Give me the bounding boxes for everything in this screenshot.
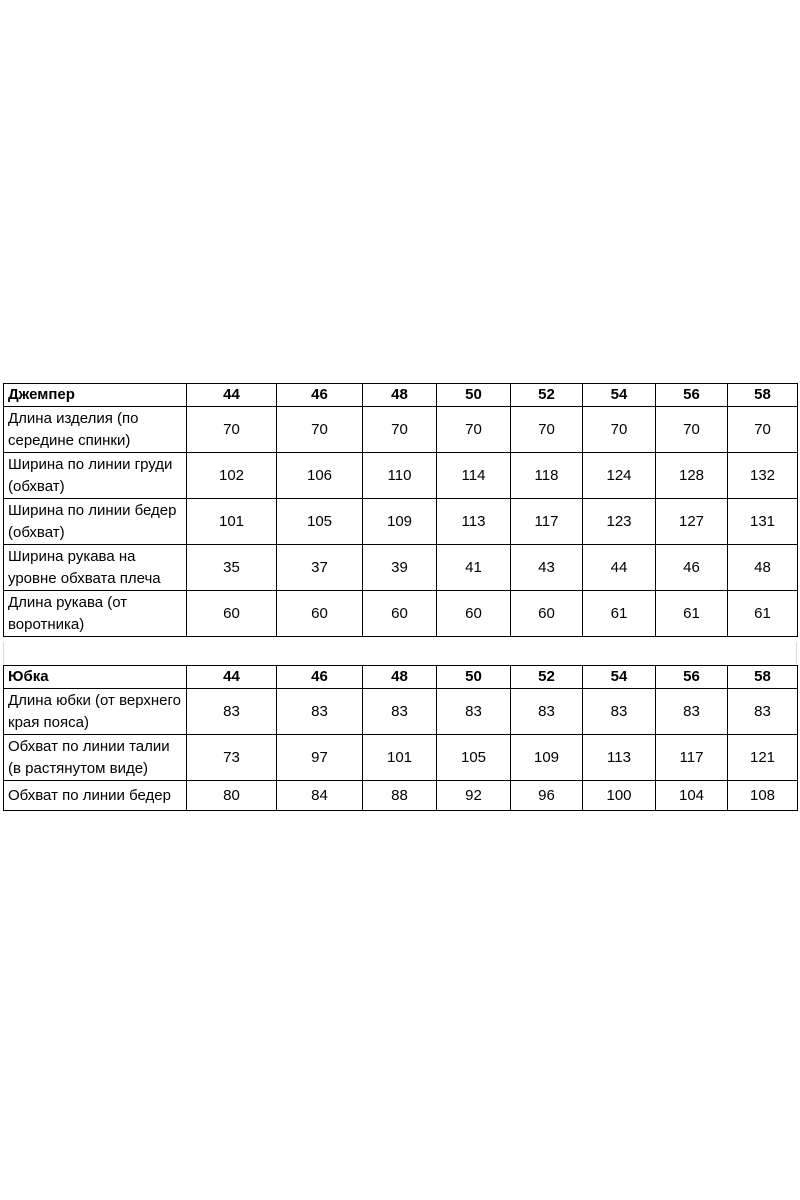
table-row (4, 591, 798, 637)
size-header: 46 (277, 666, 363, 689)
measurement-value: 83 (187, 689, 277, 735)
size-header: 44 (187, 666, 277, 689)
measurement-value: 60 (363, 591, 437, 637)
measurement-value: 106 (277, 453, 363, 499)
jumper-size-table (3, 383, 798, 637)
measurement-value: 117 (511, 499, 583, 545)
table-row (4, 689, 798, 735)
measurement-value: 83 (363, 689, 437, 735)
table-row (4, 781, 798, 811)
measurement-value: 101 (363, 735, 437, 781)
measurement-value: 84 (277, 781, 363, 811)
size-header: 58 (728, 666, 798, 689)
table-row (4, 453, 798, 499)
measurement-label: Обхват по линии бедер (4, 781, 187, 811)
measurement-label: Ширина рукава на уровне обхвата плеча (4, 545, 187, 591)
measurement-value: 97 (277, 735, 363, 781)
measurement-value: 121 (728, 735, 798, 781)
measurement-value: 123 (583, 499, 656, 545)
measurement-value: 60 (511, 591, 583, 637)
measurement-value: 101 (187, 499, 277, 545)
measurement-value: 35 (187, 545, 277, 591)
size-header: 52 (511, 384, 583, 407)
skirt-header-row (4, 666, 798, 689)
measurement-value: 88 (363, 781, 437, 811)
measurement-value: 80 (187, 781, 277, 811)
measurement-value: 132 (728, 453, 798, 499)
size-header: 46 (277, 384, 363, 407)
measurement-value: 46 (656, 545, 728, 591)
measurement-value: 61 (583, 591, 656, 637)
size-header: 54 (583, 384, 656, 407)
measurement-label: Ширина по линии бедер (обхват) (4, 499, 187, 545)
measurement-value: 104 (656, 781, 728, 811)
measurement-value: 70 (187, 407, 277, 453)
measurement-value: 70 (363, 407, 437, 453)
measurement-value: 131 (728, 499, 798, 545)
measurement-value: 83 (583, 689, 656, 735)
measurement-value: 73 (187, 735, 277, 781)
measurement-value: 70 (511, 407, 583, 453)
measurement-value: 100 (583, 781, 656, 811)
measurement-value: 113 (583, 735, 656, 781)
measurement-value: 124 (583, 453, 656, 499)
measurement-value: 83 (728, 689, 798, 735)
measurement-value: 83 (511, 689, 583, 735)
measurement-value: 61 (656, 591, 728, 637)
measurement-label: Длина юбки (от верхнего края пояса) (4, 689, 187, 735)
skirt-title: Юбка (4, 666, 187, 689)
measurement-label: Ширина по линии груди (обхват) (4, 453, 187, 499)
table-row (4, 545, 798, 591)
measurement-value: 108 (728, 781, 798, 811)
measurement-value: 96 (511, 781, 583, 811)
measurement-value: 44 (583, 545, 656, 591)
measurement-value: 118 (511, 453, 583, 499)
size-header: 50 (437, 666, 511, 689)
jumper-header-row (4, 384, 798, 407)
measurement-value: 127 (656, 499, 728, 545)
measurement-value: 70 (583, 407, 656, 453)
measurement-value: 70 (728, 407, 798, 453)
measurement-value: 83 (437, 689, 511, 735)
measurement-label: Обхват по линии талии (в растянутом виде) (4, 735, 187, 781)
measurement-value: 114 (437, 453, 511, 499)
measurement-value: 70 (437, 407, 511, 453)
measurement-label: Длина изделия (по середине спинки) (4, 407, 187, 453)
size-header: 48 (363, 384, 437, 407)
table-row (4, 407, 798, 453)
size-header: 44 (187, 384, 277, 407)
measurement-value: 60 (437, 591, 511, 637)
table-row (4, 735, 798, 781)
measurement-value: 83 (656, 689, 728, 735)
measurement-value: 83 (277, 689, 363, 735)
size-header: 48 (363, 666, 437, 689)
measurement-value: 113 (437, 499, 511, 545)
skirt-size-table (3, 665, 798, 811)
measurement-value: 110 (363, 453, 437, 499)
measurement-value: 48 (728, 545, 798, 591)
measurement-value: 117 (656, 735, 728, 781)
measurement-value: 105 (277, 499, 363, 545)
measurement-value: 105 (437, 735, 511, 781)
measurement-value: 128 (656, 453, 728, 499)
measurement-value: 70 (656, 407, 728, 453)
table-row (4, 499, 798, 545)
measurement-value: 43 (511, 545, 583, 591)
jumper-title: Джемпер (4, 384, 187, 407)
measurement-value: 60 (187, 591, 277, 637)
size-header: 58 (728, 384, 798, 407)
size-header: 52 (511, 666, 583, 689)
measurement-value: 39 (363, 545, 437, 591)
measurement-value: 61 (728, 591, 798, 637)
measurement-value: 109 (363, 499, 437, 545)
table-spacer (3, 642, 797, 664)
measurement-label: Длина рукава (от воротника) (4, 591, 187, 637)
measurement-value: 70 (277, 407, 363, 453)
measurement-value: 60 (277, 591, 363, 637)
measurement-value: 102 (187, 453, 277, 499)
size-header: 56 (656, 384, 728, 407)
measurement-value: 37 (277, 545, 363, 591)
size-header: 50 (437, 384, 511, 407)
measurement-value: 92 (437, 781, 511, 811)
measurement-value: 109 (511, 735, 583, 781)
size-header: 56 (656, 666, 728, 689)
measurement-value: 41 (437, 545, 511, 591)
size-header: 54 (583, 666, 656, 689)
